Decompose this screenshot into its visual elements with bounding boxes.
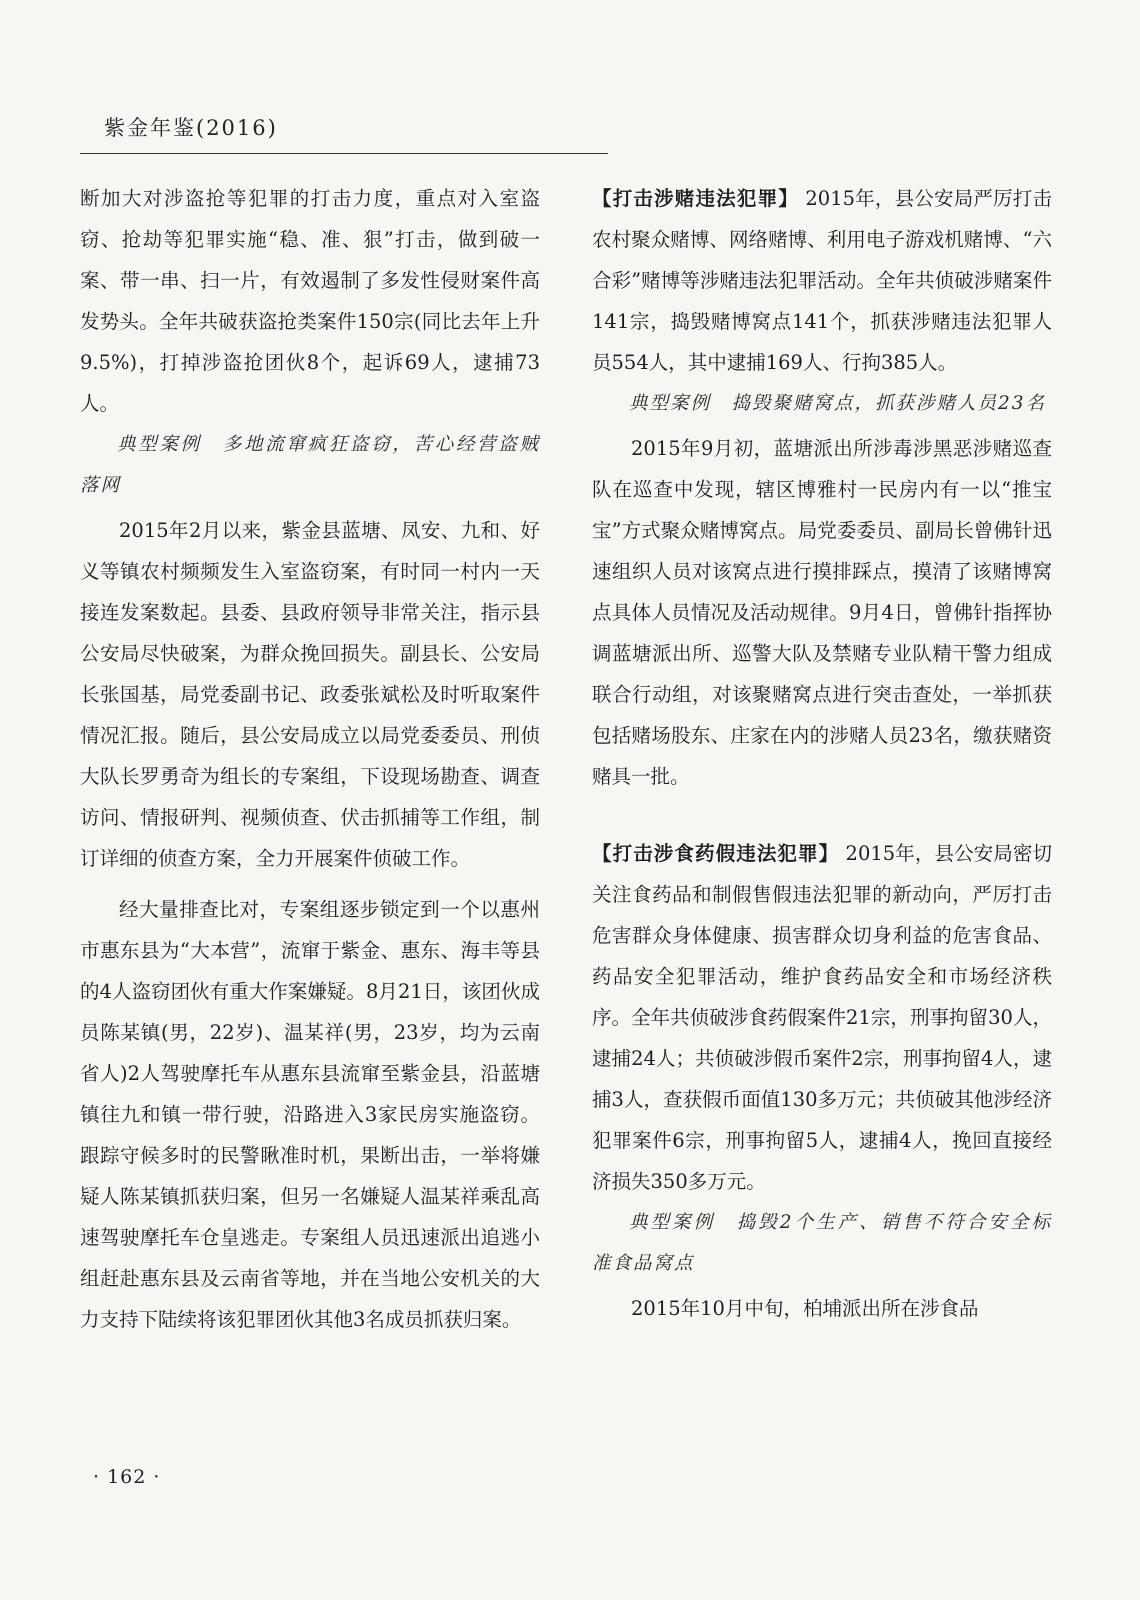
left-column	[80, 178, 540, 1340]
case-title-gambling: 典型案例 捣毁聚赌窝点，抓获涉赌人员23名	[629, 393, 1047, 414]
section-body-food-drug: 2015年，县公安局密切关注食药品和制假售假违法犯罪的新动向，严厉打击危害群众身体健康、损害群众切身利益的危害食品、药品安全犯罪活动，维护食药品安全和市场经济秩序。全年共侦破涉食药假案件21宗，刑事拘留30人，逮捕24人；共侦破涉假币案件2宗，刑事拘留4人，逮捕3人，查获假币面值130多万元；共侦破其他涉经济犯罪案件6宗，刑事拘留5人，逮捕4人，挽回直接经济损失350多万元。	[592, 842, 1052, 1193]
page-number: · 162 ·	[93, 1466, 161, 1488]
case-title-food: 典型案例 捣毁2个生产、销售不符合安全标准食品窝点	[592, 1212, 1052, 1274]
case-title-theft: 典型案例 多地流窜疯狂盗窃，苦心经营盗贼落网	[80, 434, 540, 496]
paragraph-food-case: 2015年10月中旬，柏埔派出所在涉食品	[631, 1297, 979, 1320]
running-head: 紫金年鉴(2016)	[104, 116, 278, 140]
section-heading-food-drug: 【打击涉食药假违法犯罪】	[592, 842, 840, 865]
section-heading-gambling: 【打击涉赌违法犯罪】	[592, 187, 799, 210]
paragraph-theft-case-arrest: 经大量排查比对，专案组逐步锁定到一个以惠州市惠东县为“大本营”，流窜于紫金、惠东、海丰等县的4人盗窃团伙有重大作案嫌疑。8月21日，该团伙成员陈某镇(男，22岁)、温某祥(男，23岁，均为云南省人)2人驾驶摩托车从惠东县流窜至紫金县，沿蓝塘镇往九和镇一带行驶，沿路进入3家民房实施盗窃。跟踪守候多时的民警瞅准时机，果断出击，一举将嫌疑人陈某镇抓获归案，但另一名嫌疑人温某祥乘乱高速驾驶摩托车仓皇逃走。专案组人员迅速派出追逃小组赶赴惠东县及云南省等地，并在当地公安机关的大力支持下陆续将该犯罪团伙其他3名成员抓获归案。	[80, 898, 540, 1331]
paragraph-theft-summary: 断加大对涉盗抢等犯罪的打击力度，重点对入室盗窃、抢劫等犯罪实施“稳、准、狠”打击，做到破一案、带一串、扫一片，有效遏制了多发性侵财案件高发势头。全年共破获盗抢类案件150宗(同比去年上升9.5%)，打掉涉盗抢团伙8个，起诉69人，逮捕73人。	[80, 187, 540, 415]
section-body-gambling: 2015年，县公安局严厉打击农村聚众赌博、网络赌博、利用电子游戏机赌博、“六合彩”赌博等涉赌违法犯罪活动。全年共侦破涉赌案件141宗，捣毁赌博窝点141个，抓获涉赌违法犯罪人员554人，其中逮捕169人、行拘385人。	[592, 187, 1052, 374]
right-column	[592, 178, 1052, 1329]
section-food-drug	[592, 833, 1052, 1202]
section-gambling	[592, 178, 1052, 383]
paragraph-theft-case-background: 2015年2月以来，紫金县蓝塘、凤安、九和、好义等镇农村频频发生入室盗窃案，有时同一村内一天接连发案数起。县委、县政府领导非常关注，指示县公安局尽快破案，为群众挽回损失。副县长、公安局长张国基，局党委副书记、政委张斌松及时听取案件情况汇报。随后，县公安局成立以局党委委员、刑侦大队长罗勇奇为组长的专案组，下设现场勘查、调查访问、情报研判、视频侦查、伏击抓捕等工作组，制订详细的侦查方案，全力开展案件侦破工作。	[80, 519, 540, 870]
header-rule	[80, 153, 608, 154]
paragraph-gambling-case: 2015年9月初，蓝塘派出所涉毒涉黑恶涉赌巡查队在巡查中发现，辖区博雅村一民房内有一以“推宝宝”方式聚众赌博窝点。局党委委员、副局长曾佛针迅速组织人员对该窝点进行摸排踩点，摸清了该赌博窝点具体人员情况及活动规律。9月4日，曾佛针指挥协调蓝塘派出所、巡警大队及禁赌专业队精干警力组成联合行动组，对该聚赌窝点进行突击查处，一举抓获包括赌场股东、庄家在内的涉赌人员23名，缴获赌资赌具一批。	[592, 437, 1052, 788]
